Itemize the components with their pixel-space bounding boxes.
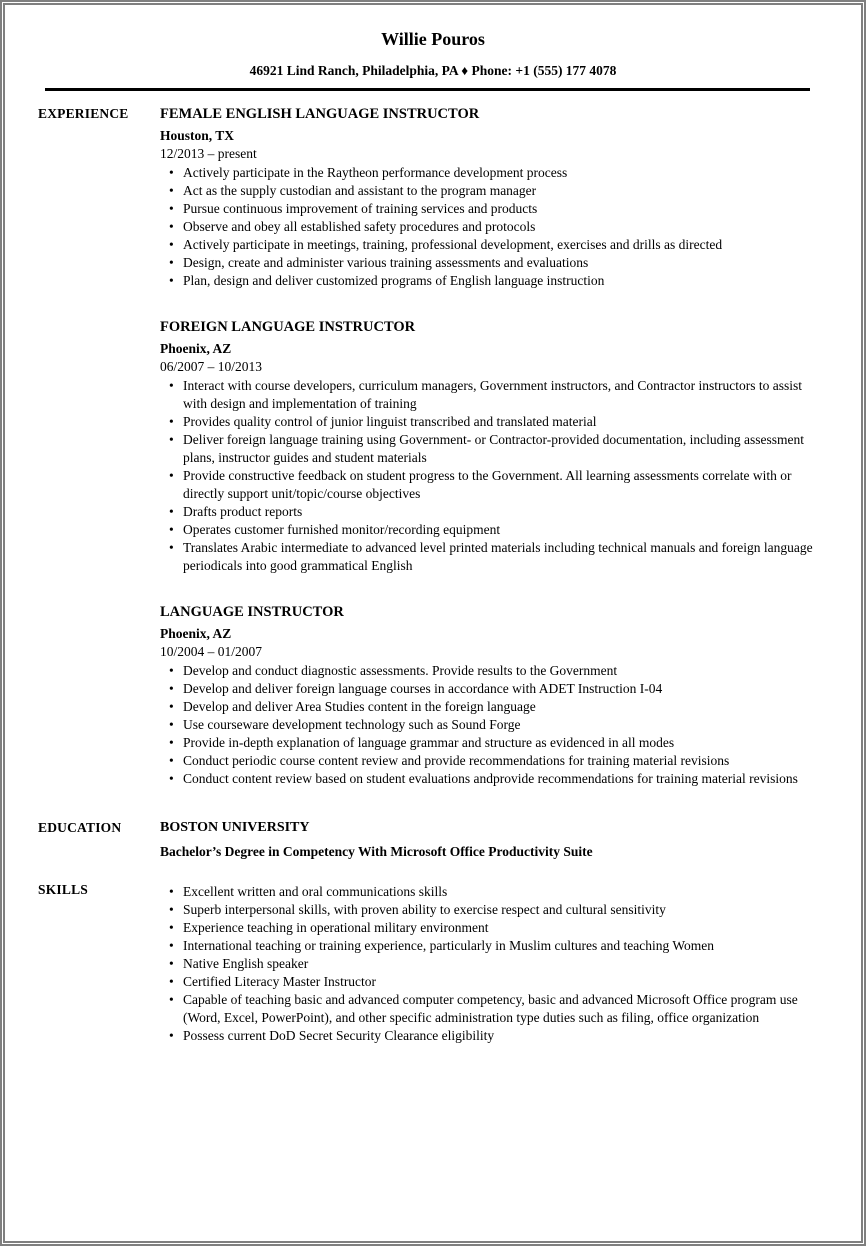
bullet-item: • Provide in-depth explanation of language grammar and structure as evidenced in all modes (160, 734, 816, 752)
bullet-item: • Capable of teaching basic and advanced computer competency, basic and advanced Microsoft Office program use (Word, Excel, PowerPoint), and other specific administration type duties such as filing, office organization (160, 991, 816, 1027)
job-bullet-list (160, 662, 816, 788)
job-dates: 10/2004 – 01/2007 (160, 644, 263, 659)
bullet-item: • Provide constructive feedback on student progress to the Government. All learning assessments correlate with or directly support unit/topic/course objectives (160, 467, 816, 503)
bullet-item: • Develop and deliver foreign language courses in accordance with ADET Instruction I-04 (160, 680, 816, 698)
bullet-item: • Observe and obey all established safety procedures and protocols (160, 218, 816, 236)
bullet-item: • Act as the supply custodian and assistant to the program manager (160, 182, 816, 200)
job-entry-1 (160, 105, 816, 290)
bullet-item: • Superb interpersonal skills, with proven ability to exercise respect and cultural sensitivity (160, 901, 816, 919)
job-bullet-list (160, 377, 816, 575)
resume-header (5, 5, 861, 79)
job-title: LANGUAGE INSTRUCTOR (160, 604, 344, 620)
bullet-item: • Deliver foreign language training using Government- or Contractor-provided documentation, including assessment plans, instructor guides and student materials (160, 431, 816, 467)
job-entry-2 (160, 318, 816, 575)
bullet-item: • Plan, design and deliver customized programs of English language instruction (160, 272, 816, 290)
skills-section (5, 881, 861, 1045)
job-dates: 12/2013 – present (160, 146, 257, 161)
section-label-skills: SKILLS (38, 882, 88, 897)
bullet-item: • Excellent written and oral communications skills (160, 883, 816, 901)
bullet-item: • International teaching or training experience, particularly in Muslim cultures and teaching Women (160, 937, 816, 955)
school-name: BOSTON UNIVERSITY (160, 820, 310, 835)
education-section (5, 819, 861, 861)
bullet-item: • Possess current DoD Secret Security Clearance eligibility (160, 1027, 816, 1045)
education-body (160, 819, 861, 861)
job-location: Phoenix, AZ (160, 341, 232, 356)
person-name: Willie Pouros (381, 29, 485, 49)
job-dates: 06/2007 – 10/2013 (160, 359, 263, 374)
experience-body (160, 105, 861, 788)
section-label-experience: EXPERIENCE (38, 106, 129, 121)
job-location: Phoenix, AZ (160, 626, 232, 641)
bullet-item: • Interact with course developers, curriculum managers, Government instructors, and Contractor instructors to assist with design and implementation of training (160, 377, 816, 413)
bullet-item: • Pursue continuous improvement of training services and products (160, 200, 816, 218)
experience-section (5, 105, 861, 788)
header-divider (45, 88, 810, 91)
job-title: FEMALE ENGLISH LANGUAGE INSTRUCTOR (160, 106, 480, 122)
bullet-item: • Actively participate in the Raytheon performance development process (160, 164, 816, 182)
job-location: Houston, TX (160, 128, 235, 143)
bullet-item: • Conduct periodic course content review and provide recommendations for training material revisions (160, 752, 816, 770)
bullet-item: • Operates customer furnished monitor/recording equipment (160, 521, 816, 539)
bullet-item: • Develop and deliver Area Studies content in the foreign language (160, 698, 816, 716)
bullet-item: • Conduct content review based on student evaluations andprovide recommendations for training material revisions (160, 770, 816, 788)
bullet-item: • Actively participate in meetings, training, professional development, exercises and drills as directed (160, 236, 816, 254)
bullet-item: • Design, create and administer various training assessments and evaluations (160, 254, 816, 272)
skills-bullet-list (160, 883, 816, 1045)
bullet-item: • Provides quality control of junior linguist transcribed and translated material (160, 413, 816, 431)
skills-body (160, 881, 861, 1045)
job-entry-3 (160, 603, 816, 788)
degree-line: Bachelor’s Degree in Competency With Microsoft Office Productivity Suite (160, 844, 593, 859)
bullet-item: • Experience teaching in operational military environment (160, 919, 816, 937)
bullet-item: • Translates Arabic intermediate to advanced level printed materials including technical manuals and foreign language periodicals into good grammatical English (160, 539, 816, 575)
bullet-item: • Drafts product reports (160, 503, 816, 521)
job-bullet-list (160, 164, 816, 290)
bullet-item: • Use courseware development technology such as Sound Forge (160, 716, 816, 734)
section-label-education: EDUCATION (38, 820, 122, 835)
bullet-item: • Develop and conduct diagnostic assessments. Provide results to the Government (160, 662, 816, 680)
contact-line: 46921 Lind Ranch, Philadelphia, PA ♦ Phone: +1 (555) 177 4078 (249, 63, 617, 78)
bullet-item: • Native English speaker (160, 955, 816, 973)
job-title: FOREIGN LANGUAGE INSTRUCTOR (160, 319, 416, 335)
bullet-item: • Certified Literacy Master Instructor (160, 973, 816, 991)
